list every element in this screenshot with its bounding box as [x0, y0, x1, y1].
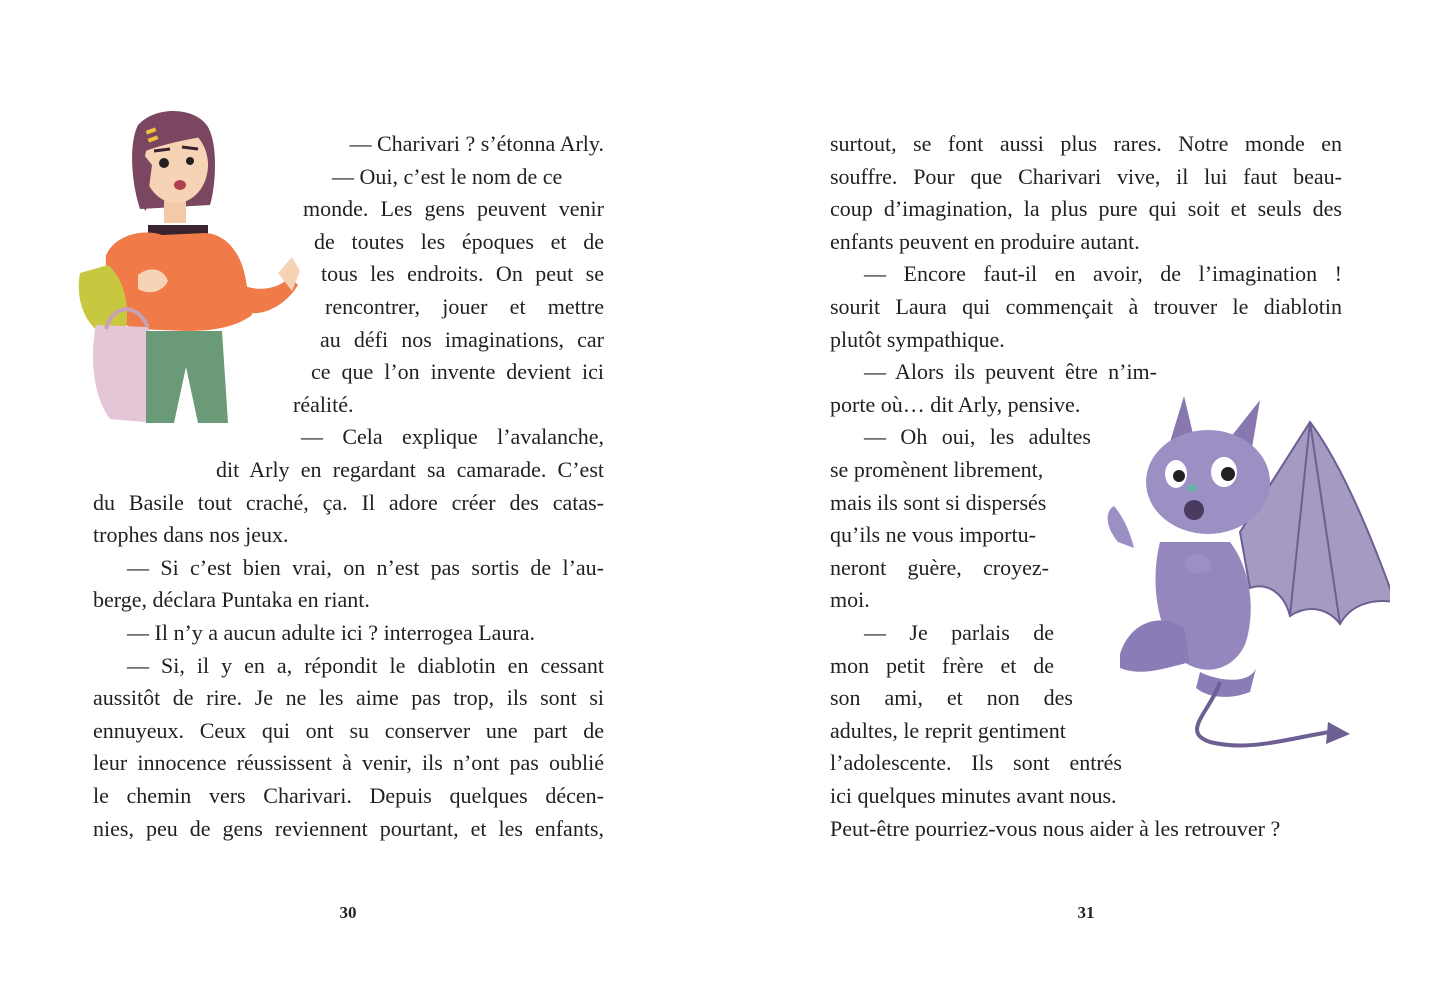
text-line: dit Arly en regardant sa camarade. C’est: [216, 457, 604, 482]
text-line: du Basile tout craché, ça. Il adore créer des catas-: [93, 489, 604, 515]
text-line: Peut-être pourriez-vous nous aider à les retrouver ?: [830, 815, 1281, 841]
text-line: au défi nos imaginations, car: [320, 326, 604, 352]
text-line: — Oh oui, les adultes: [864, 424, 1091, 450]
text-line: — Encore faut-il en avoir, de l’imagination !: [864, 261, 1342, 287]
text-line: neront guère, croyez-: [830, 554, 1049, 580]
text-line: qu’ils ne vous importu-: [830, 522, 1036, 548]
text-line: mon petit frère et de: [830, 652, 1054, 678]
text-line: — Si, il y en a, répondit le diablotin en cessant: [127, 652, 604, 678]
text-line: rencontrer, jouer et mettre: [325, 294, 604, 319]
left-page: [0, 0, 717, 1000]
text-line: leur innocence réussissent à venir, ils n’ont pas oublié: [93, 750, 604, 776]
text-line: souffre. Pour que Charivari vive, il lui faut beau-: [830, 163, 1342, 189]
text-line: — Alors ils peuvent être n’im-: [864, 359, 1157, 385]
text-line: nies, peu de gens reviennent pourtant, et les enfants,: [93, 815, 604, 841]
page-number: 31: [1077, 903, 1095, 922]
text-line: — Charivari ? s’étonna Arly.: [349, 131, 604, 156]
text-line: enfants peuvent en produire autant.: [830, 228, 1140, 254]
text-line: réalité.: [293, 391, 354, 417]
text-line: — Cela explique l’avalanche,: [301, 424, 604, 450]
text-line: coup d’imagination, la plus pure qui soit et seuls des: [830, 196, 1342, 222]
text-line: — Il n’y a aucun adulte ici ? interrogea Laura.: [127, 620, 536, 645]
page-number: 30: [339, 903, 357, 922]
text-line: — Oui, c’est le nom de ce: [332, 163, 563, 189]
text-line: aussitôt de rire. Je ne les aime pas trop, ils sont si: [93, 685, 604, 711]
text-line: l’adolescente. Ils sont entrés: [830, 750, 1122, 776]
text-line: son ami, et non des: [830, 685, 1073, 711]
girl-illustration: [66, 105, 302, 430]
text-line: de toutes les époques et de: [314, 228, 604, 254]
text-line: surtout, se font aussi plus rares. Notre monde en: [830, 131, 1342, 156]
text-line: tous les endroits. On peut se: [321, 261, 604, 287]
imp-illustration: [1100, 392, 1390, 752]
text-line: porte où… dit Arly, pensive.: [830, 391, 1081, 417]
text-line: — Je parlais de: [864, 620, 1054, 645]
text-line: monde. Les gens peuvent venir: [303, 196, 604, 222]
text-line: moi.: [830, 587, 870, 613]
text-line: mais ils sont si dispersés: [830, 489, 1047, 515]
text-line: le chemin vers Charivari. Depuis quelques décen-: [93, 783, 604, 808]
text-line: ce que l’on invente devient ici: [311, 359, 604, 385]
text-line: adultes, le reprit gentiment: [830, 717, 1066, 743]
right-page: [717, 0, 1435, 1000]
text-line: berge, déclara Puntaka en riant.: [93, 587, 370, 613]
text-line: se promènent librement,: [830, 457, 1044, 482]
text-line: ici quelques minutes avant nous.: [830, 783, 1117, 808]
text-line: sourit Laura qui commençait à trouver le diablotin: [830, 294, 1342, 319]
text-line: — Si c’est bien vrai, on n’est pas sortis de l’au-: [127, 554, 604, 580]
text-line: plutôt sympathique.: [830, 326, 1005, 352]
text-line: ennuyeux. Ceux qui ont su conserver une part de: [93, 717, 604, 743]
text-line: trophes dans nos jeux.: [93, 522, 289, 548]
